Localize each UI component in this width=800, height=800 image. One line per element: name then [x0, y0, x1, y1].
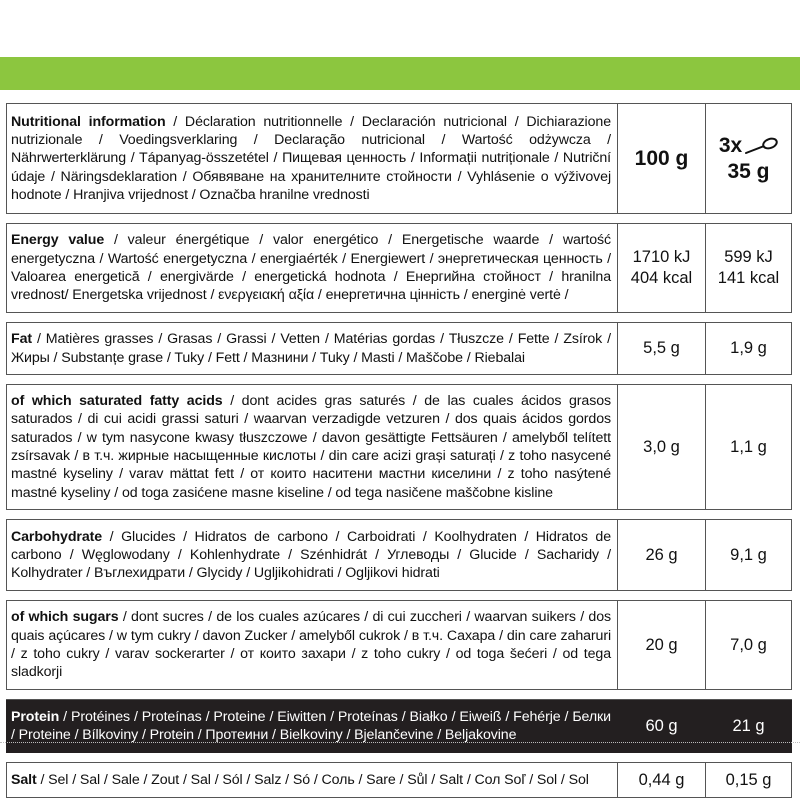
header-label-cell — [7, 104, 618, 214]
row-gap — [7, 510, 792, 520]
energy-per-100-kj: 1710 kJ — [632, 248, 691, 266]
protein-serving: 21 g — [706, 700, 792, 753]
nutrition-table-container — [6, 103, 780, 798]
row-gap — [7, 753, 792, 763]
salt-per-100: 0,44 g — [618, 763, 706, 798]
protein-per-100: 60 g — [618, 700, 706, 753]
energy-per-100-kcal: 404 kcal — [630, 269, 693, 287]
header-title-translations: / Déclaration nutritionnelle / Declaración nutricional / Dichiarazione nutrizionale / Voedingsverklaring / Declaração nutricional / Wartość odżywcza / Nährwerterklärung / Tápanyag-összetétel / Пищевая ценность / Informații nutriționale / Nutriční údaje / Näringsdeklaration / Обявяване на хранителните стойности / Vyhlásenie o výživovej hodnote / Hranjiva vrijednost / Označba hranilne vrednosti — [11, 113, 611, 203]
table-row-sugars — [7, 601, 792, 690]
energy-per-100-cell — [618, 224, 706, 313]
salt-label-translations: / Sel / Sal / Sale / Zout / Sal / Sól / Salz / Só / Соль / Sare / Sůl / Salt / Сол Soľ / Sol / Sol — [36, 771, 589, 788]
fat-per-100: 5,5 g — [618, 323, 706, 375]
row-gap — [7, 375, 792, 385]
fat-serving: 1,9 g — [706, 323, 792, 375]
row-gap — [7, 690, 792, 700]
energy-label-cell — [7, 224, 618, 313]
saturates-label-translations: / dont acides gras saturés / de las cuales ácidos grasos saturados / di cui acidi grassi saturi / waarvan verzadigde vetzuren / dos quais ácidos gordos saturados / w tym nasycone kwasy tłuszczowe / davon gesättigte Fettsäuren / amelyből telített zsírsavak / в т.ч. жирные насыщенные кислоты / din care acizi grași saturați / z toho nasycené mastné kyseliny / varav mättat fett / от които наситени мастни киселини / z toho nasýtené mastné kyseliny / od toga zasićene masne kiseline / od tega nasičene maščobne kisline — [11, 393, 611, 501]
sugars-serving: 7,0 g — [706, 601, 792, 690]
energy-serving-cell — [706, 224, 792, 313]
table-header-row — [7, 104, 792, 214]
saturates-per-100: 3,0 g — [618, 385, 706, 510]
protein-label-bold: Protein — [11, 708, 60, 725]
fat-label-cell — [7, 323, 618, 375]
energy-label-translations: / valeur énergétique / valor energético / Energetische waarde / wartość energetyczna / Wartość energetyczna / energiaérték / Energiewert / энергетическая ценность / Valoarea energetică / energivärde / energetická hodnota / Енергийна стойност / hranilna vrednost/ Energetska vrijednost / ενεργειακή αξία / енергетична цінність / energinė vertė / — [11, 232, 611, 304]
header-per-100: 100 g — [634, 147, 689, 170]
row-gap — [7, 214, 792, 224]
carbohydrate-serving: 9,1 g — [706, 520, 792, 591]
carbohydrate-label-translations: / Glucides / Hidratos de carbono / Carboidrati / Koolhydraten / Hidratos de carbono / Węglowodany / Kohlenhydrate / Szénhidrát / Углеводы / Glucide / Sacharidy / Kolhydrater / Въглехидрати / Glycidy / Ugljikohidrati / Ogljikovi hidrati — [11, 528, 611, 582]
nutrition-table — [6, 103, 792, 798]
row-gap — [7, 591, 792, 601]
saturates-serving: 1,1 g — [706, 385, 792, 510]
green-accent-bar — [0, 57, 800, 90]
header-serving-size: 35 g — [727, 159, 770, 183]
table-row-carbohydrate — [7, 520, 792, 591]
carbohydrate-label-cell — [7, 520, 618, 591]
table-row-salt — [7, 763, 792, 798]
fat-label-translations: / Matières grasses / Grasas / Grassi / Vetten / Matérias gordas / Tłuszcze / Fette / Zsírok / Жиры / Substanțe grase / Tuky / Fett / Мазнини / Tuky / Masti / Maščobe / Riebalai — [11, 331, 611, 366]
sugars-label-bold: of which sugars — [11, 609, 119, 626]
sugars-per-100: 20 g — [618, 601, 706, 690]
carbohydrate-label-bold: Carbohydrate — [11, 528, 103, 545]
fat-label-bold: Fat — [11, 331, 32, 348]
header-serving-cell — [706, 104, 792, 214]
row-gap — [7, 313, 792, 323]
header-per-100-cell — [618, 104, 706, 214]
protein-label-translations: / Protéines / Proteínas / Proteine / Eiwitten / Proteínas / Białko / Eiweiß / Fehérje / Белки / Proteine / Bílkoviny / Protein / Протеини / Bielkoviny / Bjelančevine / Beljakovine — [11, 708, 611, 743]
salt-label-cell — [7, 763, 618, 798]
header-title-bold: Nutritional information — [11, 113, 166, 130]
salt-serving: 0,15 g — [706, 763, 792, 798]
saturates-label-cell — [7, 385, 618, 510]
carbohydrate-per-100: 26 g — [618, 520, 706, 591]
sugars-label-translations: / dont sucres / de los cuales azúcares / di cui zuccheri / waarvan suikers / dos quais açúcares / w tym cukry / davon Zucker / amelyből cukrok / в т.ч. Сахара / din care zaharuri / z toho cukry / varav sockerarter / от които захари / z toho cukry / od toga šećeri / od tega sladkorji — [11, 609, 612, 681]
header-serving-count: 3x — [718, 133, 743, 157]
sugars-label-cell — [7, 601, 618, 690]
cropped-bottom-row — [0, 742, 800, 751]
saturates-label-bold: of which saturated fatty acids — [11, 393, 223, 410]
energy-serving-kj: 599 kJ — [724, 248, 773, 266]
scoop-icon — [744, 137, 778, 155]
energy-serving-kcal: 141 kcal — [717, 269, 780, 287]
table-row-fat — [7, 323, 792, 375]
top-banner — [0, 0, 800, 90]
salt-label-bold: Salt — [11, 771, 37, 788]
table-row-saturates — [7, 385, 792, 510]
table-row-energy — [7, 224, 792, 313]
energy-label-bold: Energy value — [11, 232, 105, 249]
